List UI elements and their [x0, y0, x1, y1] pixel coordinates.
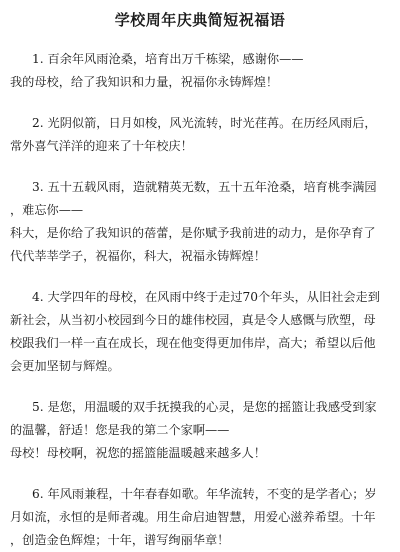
- paragraph-line: 月如流，永恒的是师者魂。用生命启迪智慧，用爱心滋养希望。十年: [10, 510, 376, 524]
- paragraph-line: 3. 五十五载风雨，造就精英无数，五十五年沧桑，培育桃李满园: [32, 180, 377, 194]
- paragraph-line: 新社会，从当初小校园到今日的雄伟校园，真是令人感慨与欣塑，母: [10, 313, 376, 327]
- paragraph-6: [10, 483, 390, 552]
- paragraph-line: 4. 大学四年的母校，在风雨中终于走过70个年头，从旧社会走到: [32, 290, 380, 304]
- paragraph-line: 的温馨，舒适！您是我的第二个家啊——: [10, 423, 230, 437]
- paragraph-1: [10, 48, 390, 94]
- paragraph-line: 5. 是您，用温暖的双手抚摸我的心灵，是您的摇篮让我感受到家: [32, 400, 377, 414]
- paragraph-line: 2. 光阴似箭，日月如梭，风光流转，时光荏苒。在历经风雨后，: [32, 116, 377, 130]
- paragraph-line: 常外喜气洋洋的迎来了十年校庆！: [10, 139, 193, 153]
- paragraph-3: [10, 176, 390, 268]
- paragraph-line: 科大，是你给了我知识的蓓蕾，是你赋予我前进的动力，是你孕育了: [10, 226, 376, 240]
- paragraph-line: 母校！母校啊，祝您的摇篮能温暖越来越多人！: [10, 446, 266, 460]
- document-title: 学校周年庆典简短祝福语: [114, 11, 286, 29]
- paragraph-line: 校跟我们一样一直在成长，现在他变得更加伟岸，高大；希望以后他: [10, 336, 376, 350]
- paragraph-line: 1. 百余年风雨沧桑，培育出万千栋梁，感谢你——: [32, 52, 304, 66]
- paragraph-2: [10, 112, 390, 158]
- paragraph-line: 我的母校，给了我知识和力量，祝福你永铸辉煌！: [10, 75, 279, 89]
- paragraph-4: [10, 286, 390, 378]
- paragraph-5: [10, 396, 390, 465]
- paragraph-line: ，难忘你——: [10, 203, 84, 217]
- paragraph-line: 代代莘莘学子，祝福你，科大，祝福永铸辉煌！: [10, 249, 266, 263]
- paragraph-line: 会更加坚韧与辉煌。: [10, 359, 120, 373]
- paragraph-line: ，创造金色辉煌；十年，谱写绚丽华章！: [10, 533, 230, 547]
- paragraph-line: 6. 年风雨兼程，十年春春如歌。年华流转，不变的是学者心；岁: [32, 487, 377, 501]
